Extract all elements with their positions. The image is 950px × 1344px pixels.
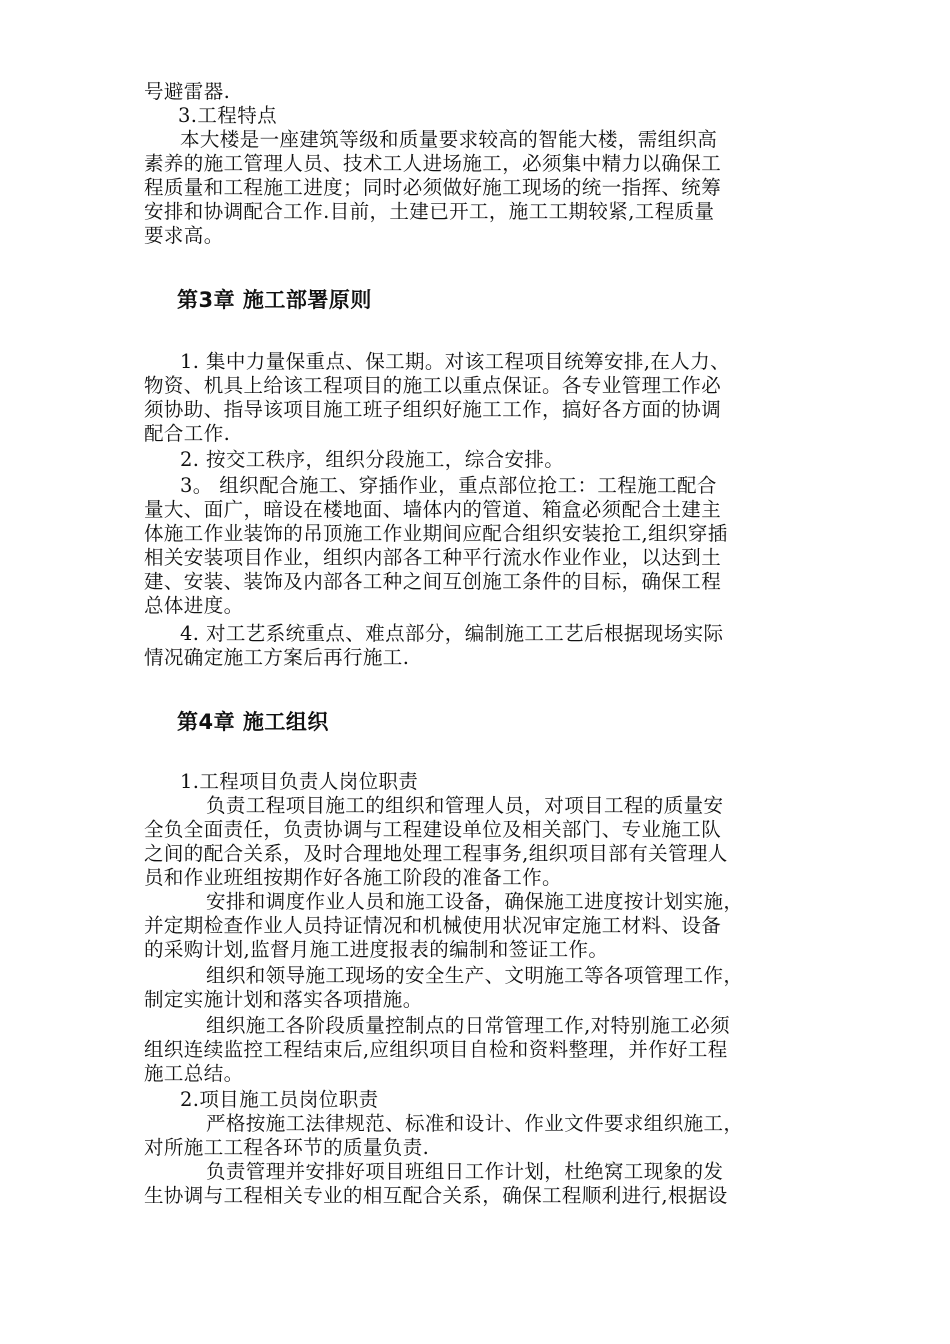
section-heading: 3.工程特点: [178, 104, 278, 127]
paragraph-line: 组织施工各阶段质量控制点的日常管理工作,对特别施工必须: [206, 1014, 730, 1037]
chapter-title: 第4章 施工组织: [177, 710, 329, 734]
paragraph-line: 号避雷器.: [144, 80, 231, 103]
paragraph-line: 的采购计划,监督月施工进度报表的编制和签证工作。: [144, 938, 609, 961]
paragraph-line: 情况确定施工方案后再行施工.: [144, 646, 410, 669]
paragraph-line: 并定期检查作业人员持证情况和机械使用状况审定施工材料、设备: [144, 914, 722, 937]
paragraph-line: 须协助、指导该项目施工班子组织好施工工作，搞好各方面的协调: [144, 398, 722, 421]
paragraph-line: 本大楼是一座建筑等级和质量要求较高的智能大楼，需组织高: [180, 128, 718, 151]
paragraph-line: 程质量和工程施工进度；同时必须做好施工现场的统一指挥、统筹: [144, 176, 722, 199]
paragraph-line: 配合工作.: [144, 422, 231, 445]
paragraph-line: 物资、机具上给该工程项目的施工以重点保证。各专业管理工作必: [144, 374, 722, 397]
paragraph-line: 安排和调度作业人员和施工设备，确保施工进度按计划实施，: [206, 890, 744, 913]
paragraph-line: 安排和协调配合工作.目前，土建已开工，施工工期较紧,工程质量: [144, 200, 715, 223]
paragraph-line: 之间的配合关系，及时合理地处理工程事务,组织项目部有关管理人: [144, 842, 728, 865]
paragraph-line: 要求高。: [144, 224, 224, 247]
list-item-line: 3。 组织配合施工、穿插作业，重点部位抢工：工程施工配合: [180, 474, 717, 497]
paragraph-line: 对所施工工程各环节的质量负责.: [144, 1136, 430, 1159]
paragraph-line: 制定实施计划和落实各项措施。: [144, 988, 423, 1011]
paragraph-line: 量大、面广，暗设在楼地面、墙体内的管道、箱盒必须配合土建主: [144, 498, 722, 521]
list-item-line: 1. 集中力量保重点、保工期。对该工程项目统筹安排,在人力、: [180, 350, 731, 373]
paragraph-line: 相关安装项目作业，组织内部各工种平行流水作业作业，以达到土: [144, 546, 722, 569]
chapter-title: 第3章 施工部署原则: [177, 288, 372, 312]
paragraph-line: 总体进度。: [144, 594, 244, 617]
paragraph-line: 员和作业班组按期作好各施工阶段的准备工作。: [144, 866, 562, 889]
paragraph-line: 素养的施工管理人员、技术工人进场施工，必须集中精力以确保工: [144, 152, 722, 175]
paragraph-line: 生协调与工程相关专业的相互配合关系，确保工程顺利进行,根据设: [144, 1184, 728, 1207]
paragraph-line: 负责工程项目施工的组织和管理人员，对项目工程的质量安: [206, 794, 724, 817]
section-heading: 1.工程项目负责人岗位职责: [180, 770, 419, 793]
paragraph-line: 施工总结。: [144, 1062, 244, 1085]
paragraph-line: 全负全面责任，负责协调与工程建设单位及相关部门、专业施工队: [144, 818, 722, 841]
section-heading: 2.项目施工员岗位职责: [180, 1088, 379, 1111]
paragraph-line: 组织和领导施工现场的安全生产、文明施工等各项管理工作，: [206, 964, 744, 987]
list-item-line: 4. 对工艺系统重点、难点部分，编制施工工艺后根据现场实际: [180, 622, 724, 645]
paragraph-line: 负责管理并安排好项目班组日工作计划，杜绝窝工现象的发: [206, 1160, 724, 1183]
paragraph-line: 组织连续监控工程结束后,应组织项目自检和资料整理，并作好工程: [144, 1038, 728, 1061]
paragraph-line: 严格按施工法律规范、标准和设计、作业文件要求组织施工，: [206, 1112, 744, 1135]
paragraph-line: 体施工作业装饰的吊顶施工作业期间应配合组织安装抢工,组织穿插: [144, 522, 728, 545]
list-item-line: 2. 按交工秩序，组织分段施工，综合安排。: [180, 448, 565, 471]
paragraph-line: 建、安装、装饰及内部各工种之间互创施工条件的目标，确保工程: [144, 570, 722, 593]
